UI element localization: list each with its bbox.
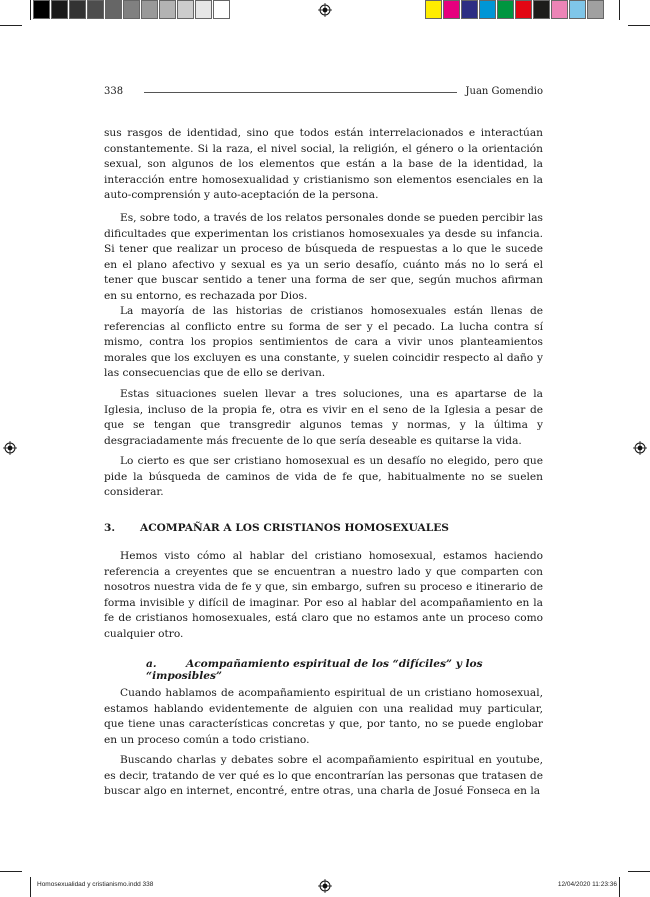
color-swatch bbox=[213, 0, 230, 19]
section-number: 3. bbox=[104, 522, 116, 534]
crop-mark bbox=[628, 25, 650, 26]
color-swatch bbox=[425, 0, 442, 19]
body-paragraph: Cuando hablamos de acompañamiento espiritual de un cristiano homosexual, estamos hablando evidentemente de alguien con una realidad muy particular, que tiene unas características concretas y que, por tanto, no se puede englobar en un proceso común a todo cristiano. bbox=[104, 687, 543, 746]
color-swatch bbox=[123, 0, 140, 19]
color-swatch bbox=[87, 0, 104, 19]
color-swatch bbox=[497, 0, 514, 19]
running-title: Juan Gomendio bbox=[465, 86, 543, 97]
body-paragraph: Hemos visto cómo al hablar del cristiano homosexual, estamos haciendo referencia a creyentes que se encuentran a nuestro lado y que comparten con nosotros nuestra vida de fe y que, sin embargo, sufren su proceso e itinerario de forma invisible y difícil de imaginar. Por eso al hablar del acompañamiento en la fe de cristianos homosexuales, está claro que no estamos ante un proceso como cualquier otro. bbox=[104, 550, 543, 640]
registration-mark-icon bbox=[318, 3, 332, 17]
body-paragraph: Es, sobre todo, a través de los relatos personales donde se pueden percibir las dificultades que experimentan los cristianos homosexuales ya desde su infancia. Si tener que realizar un proceso de búsqueda de respuestas a lo que le sucede en el plano afectivo y sexual es ya un serio desafío, cuánto más no lo será el tener que buscar sentido a tener una forma de ser que, según muchos afirman en su entorno, es rechazada por Dios. bbox=[104, 212, 543, 302]
body-paragraph: Buscando charlas y debates sobre el acompañamiento espiritual en youtube, es decir, tratando de ver qué es lo que encontrarían las personas que tratasen de buscar algo en internet, encontré, entre otras, una charla de Josué Fonseca en la bbox=[104, 754, 543, 798]
subsection-heading bbox=[146, 658, 543, 682]
subsection-title: Acompañamiento espiritual de los “difíciles” y los “imposibles” bbox=[146, 658, 483, 682]
crop-mark bbox=[0, 25, 22, 26]
section-title: ACOMPAÑAR A LOS CRISTIANOS HOMOSEXUALES bbox=[140, 522, 449, 534]
registration-mark-icon bbox=[633, 441, 647, 455]
header-rule bbox=[144, 92, 457, 93]
color-swatch bbox=[461, 0, 478, 19]
crop-mark bbox=[628, 871, 650, 872]
color-swatch bbox=[569, 0, 586, 19]
color-swatch bbox=[51, 0, 68, 19]
color-swatch bbox=[177, 0, 194, 19]
color-swatch bbox=[479, 0, 496, 19]
color-swatch bbox=[69, 0, 86, 19]
process-color-bar bbox=[425, 0, 605, 19]
slug-datetime: 12/04/2020 11:23:36 bbox=[557, 881, 617, 888]
color-swatch bbox=[587, 0, 604, 19]
page-number: 338 bbox=[104, 86, 124, 97]
body-paragraph: La mayoría de las historias de cristianos homosexuales están llenas de referencias al conflicto entre su forma de ser y el pecado. La lucha contra sí mismo, contra los propios sentimientos de cara a vivir unos planteamientos morales que los excluyen es una constante, y suelen coincidir respecto al daño y las consecuencias que de ello se derivan. bbox=[104, 305, 543, 380]
color-swatch bbox=[533, 0, 550, 19]
body-paragraph: Lo cierto es que ser cristiano homosexual es un desafío no elegido, pero que pide la búsqueda de caminos de vida de fe que, habitualmente no se suelen considerar. bbox=[104, 455, 543, 499]
registration-mark-icon bbox=[318, 879, 332, 893]
color-swatch bbox=[105, 0, 122, 19]
running-header bbox=[104, 86, 543, 100]
subsection-number: a. bbox=[146, 658, 157, 670]
crop-mark bbox=[30, 0, 31, 20]
color-swatch bbox=[33, 0, 50, 19]
color-swatch bbox=[443, 0, 460, 19]
grayscale-color-bar bbox=[33, 0, 231, 19]
crop-mark bbox=[619, 877, 620, 897]
crop-mark bbox=[0, 871, 22, 872]
crop-mark bbox=[30, 877, 31, 897]
body-paragraph: sus rasgos de identidad, sino que todos están interrelacionados e interactúan constantemente. Si la raza, el nivel social, la religión, el género o la orientación sexual, son algunos de los elementos que están a la base de la identidad, la interacción entre homosexualidad y cristianismo son elementos esenciales en la auto-comprensión y auto-aceptación de la persona. bbox=[104, 127, 543, 202]
color-swatch bbox=[551, 0, 568, 19]
body-paragraph: Estas situaciones suelen llevar a tres soluciones, una es apartarse de la Iglesia, incluso de la propia fe, otra es vivir en el seno de la Iglesia a pesar de que se tengan que transgredir algunos temas y normas, y la última y desgraciadamente más frecuente de lo que sería deseable es quitarse la vida. bbox=[104, 388, 543, 447]
registration-mark-icon bbox=[3, 441, 17, 455]
section-heading bbox=[104, 522, 543, 534]
crop-mark bbox=[619, 0, 620, 20]
color-swatch bbox=[195, 0, 212, 19]
slug-filename: Homosexualidad y cristianismo.indd 338 bbox=[37, 881, 154, 888]
color-swatch bbox=[141, 0, 158, 19]
color-swatch bbox=[159, 0, 176, 19]
color-swatch bbox=[515, 0, 532, 19]
